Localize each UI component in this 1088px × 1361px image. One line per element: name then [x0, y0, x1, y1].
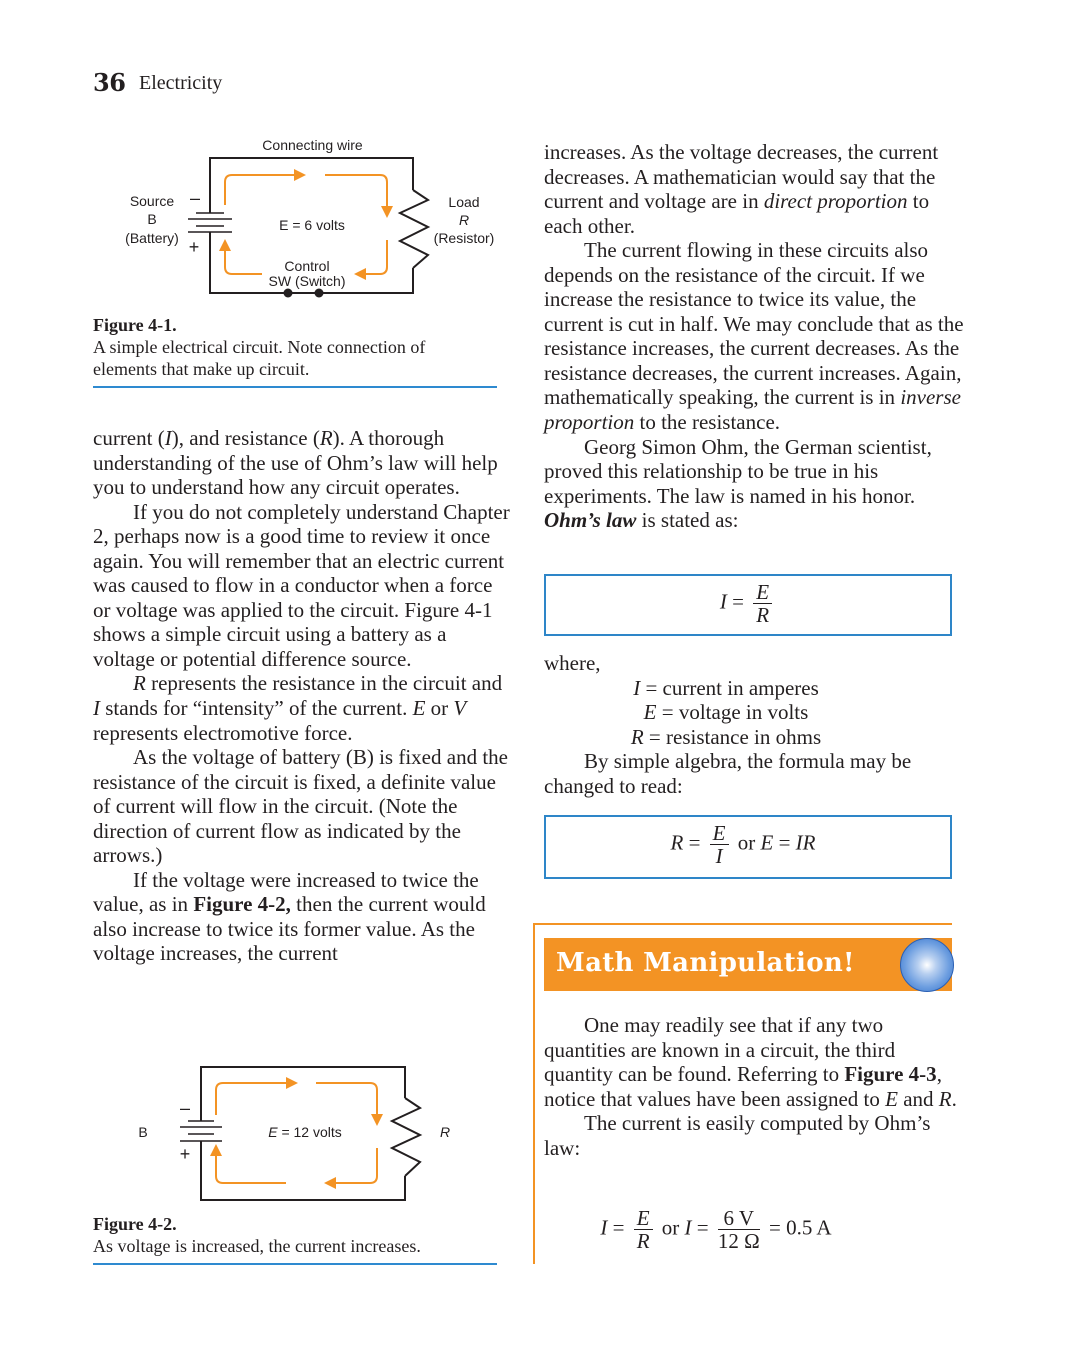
- figure-4-1-title: Figure 4-1.: [93, 315, 177, 335]
- battery-plus-sign: +: [188, 237, 200, 257]
- variable-definitions: [544, 651, 948, 798]
- ohms-law-formula-box: [544, 574, 952, 636]
- left-column-text: [93, 426, 513, 966]
- paragraph: One may readily see that if any two quantities are known in a circuit, the third quantity can be found. Referring to Figure 4-3, notice that values have been assigned to E and R.: [544, 1013, 957, 1111]
- battery-minus-sign: –: [179, 1098, 190, 1118]
- rearranged-formula-box: [544, 815, 952, 879]
- figure-4-2-caption: [93, 1213, 497, 1257]
- paragraph: increases. As the voltage decreases, the current decreases. A mathematician would say that the current and voltage are in direct proportion to each other.: [544, 140, 939, 238]
- right-column-text: [544, 140, 964, 533]
- label-connecting-wire: Connecting wire: [262, 137, 363, 153]
- sidebar-top-rule: [533, 923, 952, 925]
- battery-minus-sign: –: [189, 188, 200, 208]
- label-battery: (Battery): [125, 230, 179, 246]
- figure-4-2-rule: [93, 1263, 497, 1265]
- paragraph: If you do not completely understand Chapter 2, perhaps now is a good time to review it once again. You will remember that an electric current was caused to flow in a conductor when a force or voltage was applied to the circuit. Figure 4-1 shows a simple circuit using a battery as a voltage or potential difference source.: [93, 499, 510, 671]
- where-label: where,: [544, 651, 601, 675]
- paragraph: As the voltage of battery (B) is fixed and the resistance of the circuit is fixed, a definite value of current will flow in the circuit. (Note the direction of current flow as indicated by the arrows.): [93, 745, 508, 868]
- figure-4-1-rule: [93, 386, 497, 388]
- sidebar-title: Math Manipulation!: [556, 948, 855, 978]
- paragraph: The current is easily computed by Ohm’s law:: [544, 1111, 931, 1160]
- definition-voltage: E = voltage in volts: [643, 700, 809, 725]
- figure-4-1-caption-line1: A simple electrical circuit. Note connection of: [93, 337, 426, 357]
- sidebar-formula: I = $\frac{E}{R}$ or I = $\frac{6 V}{12 \Omega}$ = 0.5 A: [600, 1206, 832, 1253]
- label-load-r: R: [458, 212, 470, 228]
- page-number: 36: [93, 68, 126, 97]
- label-emf: E = 6 volts: [279, 217, 345, 233]
- rearranged-formula: R = $\frac{E}{I}$ or E = IR: [670, 821, 816, 868]
- label-source-b: B: [147, 211, 157, 227]
- figure-4-1-caption-line2: elements that make up circuit.: [93, 359, 310, 379]
- sphere-icon: [900, 938, 954, 992]
- figure-4-2-caption-line1: As voltage is increased, the current increases.: [93, 1236, 421, 1256]
- definition-resistance: R = resistance in ohms: [630, 724, 822, 749]
- paragraph: By simple algebra, the formula may be changed to read:: [544, 749, 912, 798]
- label-source: Source: [129, 193, 175, 209]
- figure-4-2-title: Figure 4-2.: [93, 1214, 177, 1234]
- label-emf: E = 12 volts: [268, 1124, 342, 1140]
- label-resistor: (Resistor): [433, 230, 495, 246]
- ohms-law-term: Ohm’s law: [544, 508, 637, 533]
- ohms-law-formula: I = $\frac{E}{R}$: [546, 576, 950, 626]
- paragraph: If the voltage were increased to twice the value, as in Figure 4-2, then the current would also increase to twice its former value. As the voltage increases, the current: [93, 867, 486, 966]
- paragraph: current (I), and resistance (R). A thorough understanding of the use of Ohm’s law will help you to understand how any circuit operates.: [93, 426, 498, 500]
- paragraph: The current flowing in these circuits also depends on the resistance of the circuit. If we increase the resistance to twice its value, the current is cut in half. We may conclude that as the resistance increases, the current decreases. As the resistance decreases, the current increases. Again, mathematically speaking, the current is in inverse proportion to the resistance.: [544, 238, 964, 435]
- label-load: Load: [448, 194, 480, 210]
- figure-4-2-reference: Figure 4-2,: [193, 892, 291, 917]
- definition-current: I = current in amperes: [633, 675, 819, 700]
- paragraph: Georg Simon Ohm, the German scientist, proved this relationship to be true in his experiments. The law is named in his honor. Ohm’s law is stated as:: [544, 434, 932, 533]
- sidebar-left-rule: [533, 923, 535, 1264]
- label-battery-b: B: [138, 1124, 148, 1140]
- label-resistor-r: R: [439, 1124, 451, 1140]
- figure-4-1-caption: [93, 314, 497, 380]
- label-control: Control: [284, 258, 330, 274]
- paragraph: R represents the resistance in the circuit and I stands for “intensity” of the current. E or V represents electromotive force.: [93, 671, 503, 745]
- battery-plus-sign: +: [179, 1144, 191, 1164]
- figure-4-3-reference: Figure 4-3: [844, 1062, 937, 1087]
- sidebar-text: [544, 1013, 964, 1160]
- running-title: Electricity: [139, 72, 223, 94]
- label-switch: SW (Switch): [268, 273, 346, 289]
